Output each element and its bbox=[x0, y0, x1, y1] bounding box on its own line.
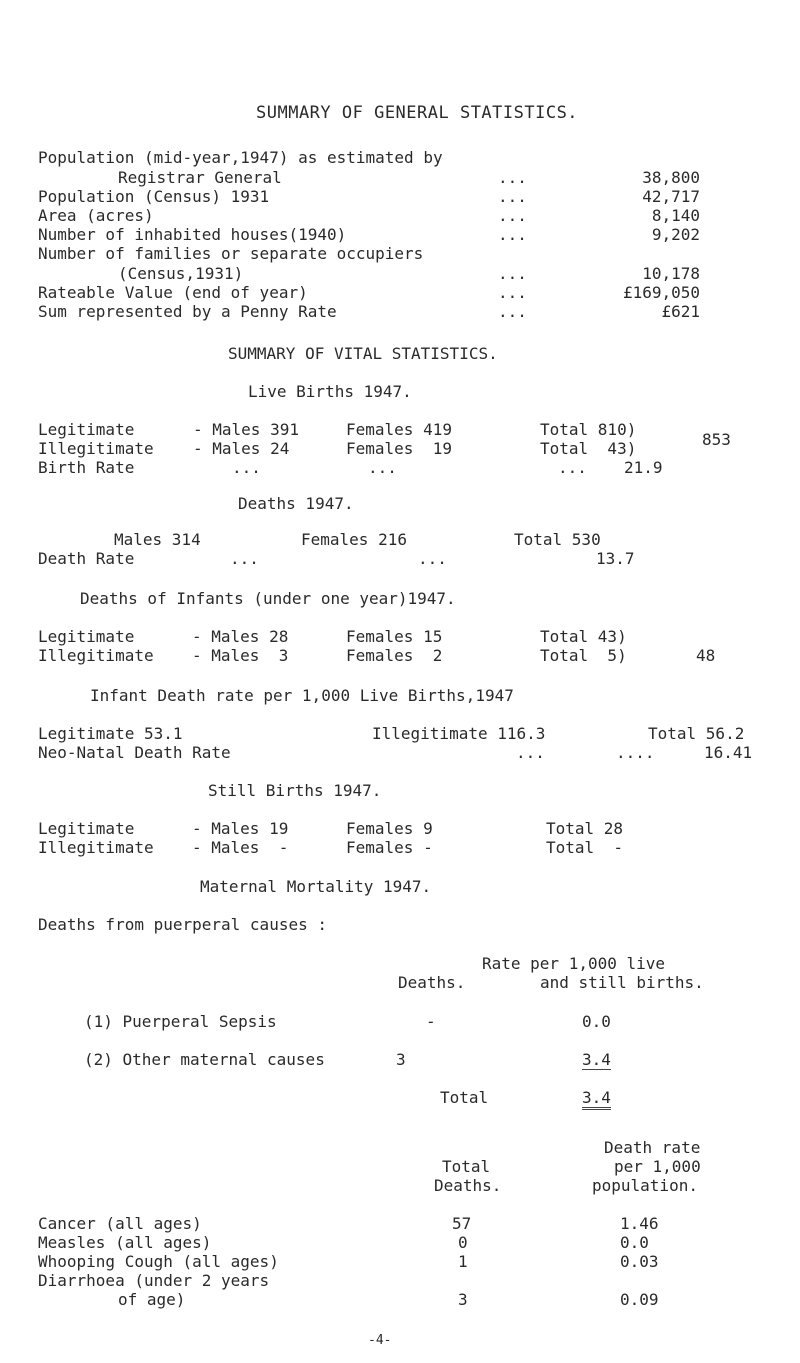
sb-illegit-females: Females - bbox=[346, 838, 433, 857]
row-census-value: 42,717 bbox=[642, 187, 700, 206]
cause-measles-label: Measles (all ages) bbox=[38, 1233, 212, 1252]
lb-legit-label: Legitimate bbox=[38, 420, 135, 439]
causes-col-total1: Total bbox=[442, 1157, 491, 1176]
row-area-dots: ... bbox=[498, 206, 527, 225]
deaths-total: Total 530 bbox=[514, 530, 601, 549]
maternal-row-sepsis-label: (1) Puerperal Sepsis bbox=[84, 1012, 277, 1031]
lb-legit-total: Total 810) bbox=[540, 420, 637, 439]
maternal-col-rate2: and still births. bbox=[540, 973, 704, 992]
causes-col-rate1: Death rate bbox=[604, 1138, 701, 1157]
cause-cancer-deaths: 57 bbox=[452, 1214, 472, 1233]
id-illegit-total: Total 5) bbox=[540, 646, 627, 665]
sb-legit-females: Females 9 bbox=[346, 819, 433, 838]
ir-total: Total 56.2 bbox=[648, 724, 745, 743]
infant-rate-heading: Infant Death rate per 1,000 Live Births,1947 bbox=[90, 686, 514, 705]
cause-whooping-deaths: 1 bbox=[458, 1252, 468, 1271]
lb-illegit-label: Illegitimate bbox=[38, 439, 154, 458]
maternal-total-label: Total bbox=[440, 1088, 489, 1107]
id-grand-total: 48 bbox=[696, 646, 716, 665]
id-illegit-females: Females 2 bbox=[346, 646, 443, 665]
deaths-females: Females 216 bbox=[301, 530, 407, 549]
sb-illegit-total: Total - bbox=[546, 838, 624, 857]
row-penny-value: £621 bbox=[661, 302, 700, 321]
id-illegit-males: - Males 3 bbox=[192, 646, 289, 665]
birth-rate-dots3: ... bbox=[558, 458, 587, 477]
causes-col-rate2: per 1,000 bbox=[614, 1157, 701, 1176]
row-rateable-label: Rateable Value (end of year) bbox=[38, 283, 308, 302]
sb-legit-males: - Males 19 bbox=[192, 819, 289, 838]
neonatal-value: 16.41 bbox=[704, 743, 753, 762]
lb-illegit-males: - Males 24 bbox=[193, 439, 290, 458]
row-families-dots: ... bbox=[498, 264, 527, 283]
row-houses-dots: ... bbox=[498, 225, 527, 244]
infant-deaths-heading: Deaths of Infants (under one year)1947. bbox=[80, 589, 456, 608]
row-families-label2: (Census,1931) bbox=[118, 264, 244, 283]
cause-diarrhoea-deaths: 3 bbox=[458, 1290, 468, 1309]
cause-measles-deaths: 0 bbox=[458, 1233, 468, 1252]
maternal-row-sepsis-rate: 0.0 bbox=[582, 1012, 611, 1031]
row-houses-label: Number of inhabited houses(1940) bbox=[38, 225, 347, 244]
id-legit-females: Females 15 bbox=[346, 627, 443, 646]
sb-legit-total: Total 28 bbox=[546, 819, 624, 838]
cause-cancer-rate: 1.46 bbox=[620, 1214, 659, 1233]
row-houses-value: 9,202 bbox=[651, 225, 700, 244]
id-legit-label: Legitimate bbox=[38, 627, 135, 646]
birth-rate-dots1: ... bbox=[232, 458, 261, 477]
cause-measles-rate: 0.0 bbox=[620, 1233, 649, 1252]
lb-illegit-total: Total 43) bbox=[540, 439, 637, 458]
causes-col-rate3: population. bbox=[592, 1176, 698, 1195]
row-rateable-value: £169,050 bbox=[622, 283, 700, 302]
vital-title: SUMMARY OF VITAL STATISTICS. bbox=[228, 344, 498, 363]
birth-rate-dots2: ... bbox=[368, 458, 397, 477]
row-population-dots: ... bbox=[498, 168, 527, 187]
row-area-label: Area (acres) bbox=[38, 206, 154, 225]
neonatal-dots2: .... bbox=[616, 743, 655, 762]
row-population-label: Population (mid-year,1947) as estimated by bbox=[38, 148, 443, 167]
row-penny-dots: ... bbox=[498, 302, 527, 321]
maternal-col-rate1: Rate per 1,000 live bbox=[482, 954, 666, 973]
row-area-value: 8,140 bbox=[651, 206, 700, 225]
still-births-heading: Still Births 1947. bbox=[208, 781, 382, 800]
sb-illegit-label: Illegitimate bbox=[38, 838, 154, 857]
maternal-sub: Deaths from puerperal causes : bbox=[38, 915, 327, 934]
cause-diarrhoea-rate: 0.09 bbox=[620, 1290, 659, 1309]
maternal-row-sepsis-deaths: - bbox=[426, 1012, 436, 1031]
lb-legit-males: - Males 391 bbox=[193, 420, 299, 439]
lb-grand-total: 853 bbox=[702, 430, 731, 449]
row-rateable-dots: ... bbox=[498, 283, 527, 302]
causes-col-total2: Deaths. bbox=[434, 1176, 502, 1195]
row-census-label: Population (Census) 1931 bbox=[38, 187, 270, 206]
maternal-row-other-deaths: 3 bbox=[396, 1050, 406, 1069]
death-rate-dots1: ... bbox=[230, 549, 259, 568]
sb-legit-label: Legitimate bbox=[38, 819, 135, 838]
maternal-row-other-rate: 3.4 bbox=[582, 1050, 611, 1069]
ir-legit: Legitimate 53.1 bbox=[38, 724, 183, 743]
live-births-heading: Live Births 1947. bbox=[248, 382, 412, 401]
death-rate-label: Death Rate bbox=[38, 549, 135, 568]
id-illegit-label: Illegitimate bbox=[38, 646, 154, 665]
maternal-total-rate: 3.4 bbox=[582, 1089, 611, 1110]
row-population-value: 38,800 bbox=[642, 168, 700, 187]
cause-diarrhoea-label: Diarrhoea (under 2 years bbox=[38, 1271, 270, 1290]
cause-cancer-label: Cancer (all ages) bbox=[38, 1214, 202, 1233]
page-number: -4- bbox=[368, 1333, 392, 1348]
row-families-value: 10,178 bbox=[642, 264, 700, 283]
neonatal-dots1: ... bbox=[516, 743, 545, 762]
lb-illegit-females: Females 19 bbox=[346, 439, 452, 458]
deaths-heading: Deaths 1947. bbox=[238, 494, 354, 513]
row-population-label2: Registrar General bbox=[118, 168, 282, 187]
cause-diarrhoea-label2: of age) bbox=[118, 1290, 186, 1309]
row-penny-label: Sum represented by a Penny Rate bbox=[38, 302, 337, 321]
row-census-dots: ... bbox=[498, 187, 527, 206]
ir-illegit: Illegitimate 116.3 bbox=[372, 724, 546, 743]
maternal-heading: Maternal Mortality 1947. bbox=[200, 877, 432, 896]
death-rate-dots2: ... bbox=[418, 549, 447, 568]
maternal-row-other-label: (2) Other maternal causes bbox=[84, 1050, 325, 1069]
neonatal-label: Neo-Natal Death Rate bbox=[38, 743, 231, 762]
general-title: SUMMARY OF GENERAL STATISTICS. bbox=[256, 103, 579, 123]
cause-whooping-label: Whooping Cough (all ages) bbox=[38, 1252, 279, 1271]
sb-illegit-males: - Males - bbox=[192, 838, 289, 857]
lb-legit-females: Females 419 bbox=[346, 420, 452, 439]
maternal-col-deaths: Deaths. bbox=[398, 973, 466, 992]
birth-rate-value: 21.9 bbox=[624, 458, 663, 477]
cause-whooping-rate: 0.03 bbox=[620, 1252, 659, 1271]
deaths-males: Males 314 bbox=[114, 530, 201, 549]
id-legit-total: Total 43) bbox=[540, 627, 627, 646]
row-families-label: Number of families or separate occupiers bbox=[38, 244, 424, 263]
birth-rate-label: Birth Rate bbox=[38, 458, 135, 477]
id-legit-males: - Males 28 bbox=[192, 627, 289, 646]
death-rate-value: 13.7 bbox=[596, 549, 635, 568]
